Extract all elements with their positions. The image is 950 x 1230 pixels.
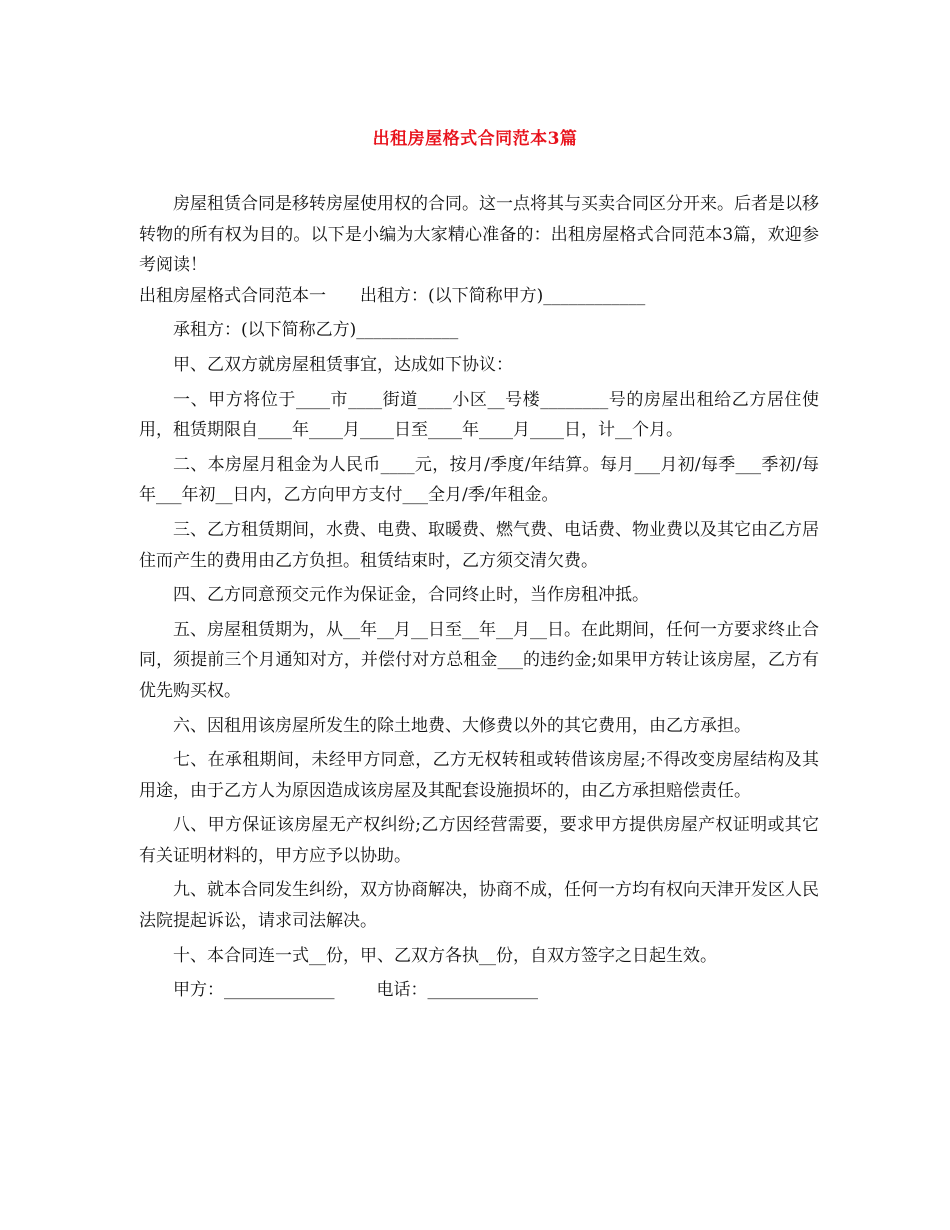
lessee-line: 承租方：(以下简称乙方)____________ (173, 320, 459, 341)
phone-field: 电话：_____________ (376, 980, 538, 1001)
section-heading: 出租房屋格式合同范本一 (139, 285, 326, 306)
clause-6: 六、因租用该房屋所发生的除土地费、大修费以外的其它费用，由乙方承担。 (173, 715, 751, 736)
clause-1: 一、甲方将位于____市____街道____小区__号楼________号的房屋出租给乙方居住使用，租赁期限自____年____月____日至____年____月____日，计__个月。 (139, 389, 819, 441)
clause-3: 三、乙方租赁期间，水费、电费、取暖费、燃气费、电话费、物业费以及其它由乙方居住而产生的费用由乙方负担。租赁结束时，乙方须交清欠费。 (139, 519, 819, 571)
clause-4: 四、乙方同意预交元作为保证金，合同终止时，当作房租冲抵。 (173, 585, 649, 606)
intro-paragraph: 房屋租赁合同是移转房屋使用权的合同。这一点将其与买卖合同区分开来。后者是以移转物的所有权为目的。以下是小编为大家精心准备的：出租房屋格式合同范本3篇，欢迎参考阅读！ (139, 194, 819, 276)
lessor-line: 出租方：(以下简称甲方)____________ (360, 285, 646, 306)
clause-9: 九、就本合同发生纠纷，双方协商解决，协商不成，任何一方均有权向天津开发区人民法院提起诉讼，请求司法解决。 (139, 880, 819, 932)
clause-8: 八、甲方保证该房屋无产权纠纷;乙方因经营需要，要求甲方提供房屋产权证明或其它有关证明材料的，甲方应予以协助。 (139, 815, 819, 866)
section-heading-line (139, 281, 819, 312)
agreement-intro: 甲、乙双方就房屋租赁事宜，达成如下协议： (173, 354, 513, 375)
clause-2: 二、本房屋月租金为人民币____元，按月/季度/年结算。每月___月初/每季___季初/每年___年初__日内，乙方向甲方支付___全月/季/年租金。 (139, 454, 819, 506)
document-title: 出租房屋格式合同范本3篇 (372, 129, 578, 149)
signature-line (139, 975, 819, 1006)
clause-5: 五、房屋租赁期为，从__年__月__日至__年__月__日。在此期间，任何一方要求终止合同，须提前三个月通知对方，并偿付对方总租金___的违约金;如果甲方转让该房屋，乙方有优先购买权。 (139, 619, 819, 701)
clause-10: 十、本合同连一式__份，甲、乙双方各执__份，自双方签字之日起生效。 (173, 945, 717, 966)
clause-7: 七、在承租期间，未经甲方同意，乙方无权转租或转借该房屋;不得改变房屋结构及其用途，由于乙方人为原因造成该房屋及其配套设施损坏的，由乙方承担赔偿责任。 (139, 750, 819, 801)
document-body (139, 189, 819, 1006)
party-a-signature: 甲方：_____________ (173, 980, 335, 1001)
